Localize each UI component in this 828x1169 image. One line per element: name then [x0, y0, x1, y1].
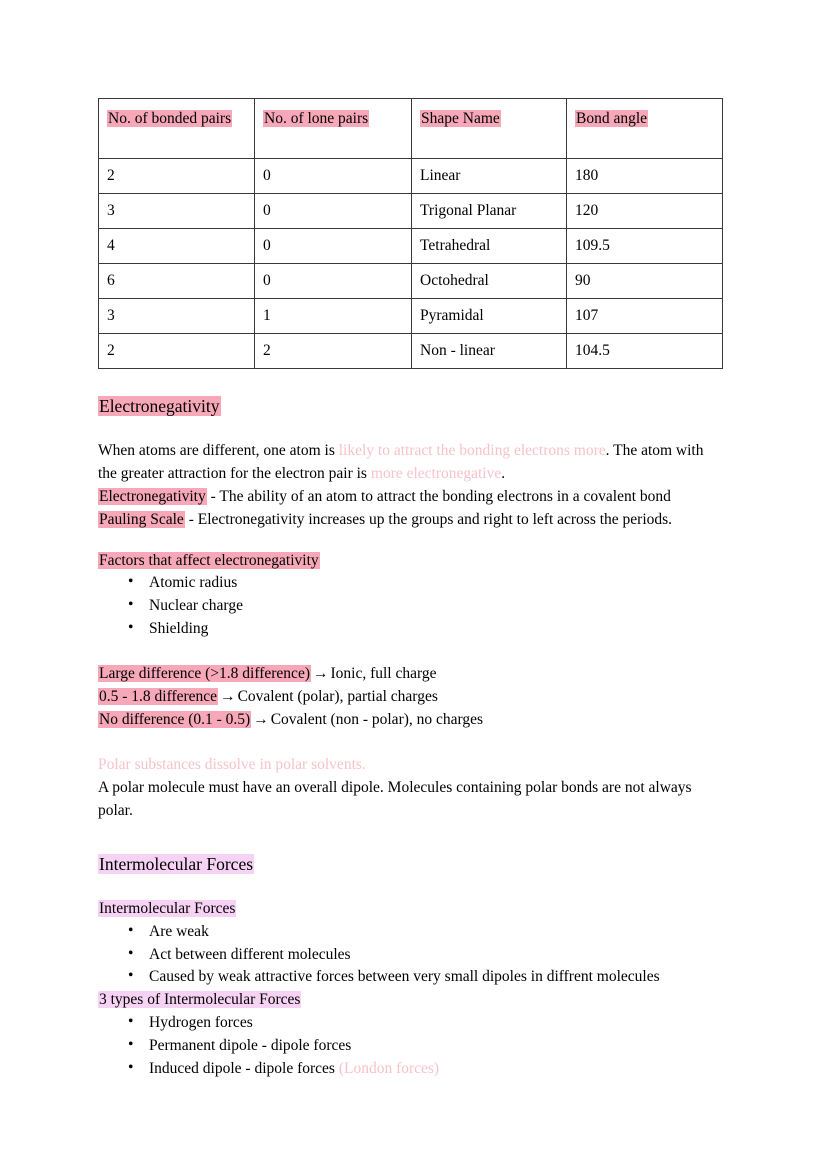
electronegativity-definition-line — [98, 486, 723, 509]
table-header-cell-bonded-pairs — [99, 99, 255, 159]
factors-heading — [98, 550, 723, 573]
cell-bonded-pairs: 3 — [99, 299, 255, 334]
difference-rule-none-result: Covalent (non - polar), no charges — [270, 711, 484, 729]
cell-lone-pairs: 0 — [255, 229, 412, 264]
table-row — [99, 299, 723, 334]
section-heading-intermolecular-forces-label: Intermolecular Forces — [99, 853, 254, 874]
cell-bond-angle: 107 — [567, 299, 723, 334]
definition-body-pauling-scale: - Electronegativity increases up the groups and right to left across the periods. — [184, 510, 673, 528]
cell-bond-angle: 109.5 — [567, 229, 723, 264]
factors-heading-label: Factors that affect electronegativity — [99, 551, 319, 569]
table-header-cell-bond-angle — [567, 99, 723, 159]
intermolecular-subheading-label: Intermolecular Forces — [99, 899, 236, 917]
list-item: • Nuclear charge — [98, 595, 730, 618]
intro-text-part2: . The atom with the greater attraction for the electron pair is — [98, 441, 704, 482]
cell-lone-pairs: 1 — [255, 299, 412, 334]
cell-shape-name: Trigonal Planar — [412, 194, 567, 229]
intro-text-part1: When atoms are different, one atom is — [98, 441, 339, 459]
header-label-bond-angle: Bond angle — [576, 110, 648, 127]
table-header-cell-shape-name — [412, 99, 567, 159]
difference-rule-large — [98, 663, 723, 686]
cell-bond-angle: 104.5 — [567, 334, 723, 369]
cell-shape-name: Pyramidal — [412, 299, 567, 334]
pauling-scale-line — [98, 509, 723, 532]
table-row — [99, 264, 723, 299]
cell-bond-angle: 90 — [567, 264, 723, 299]
arrow-icon: → — [312, 665, 329, 683]
list-item: • Shielding — [98, 618, 730, 641]
section-heading-electronegativity — [98, 395, 730, 418]
electronegativity-intro-paragraph — [98, 440, 723, 486]
intermolecular-subheading — [98, 898, 723, 921]
definition-body-electronegativity: - The ability of an atom to attract the bonding electrons in a covalent bond — [206, 487, 671, 505]
difference-rule-medium-result: Covalent (polar), partial charges — [237, 688, 438, 706]
molecular-shapes-table — [98, 98, 723, 369]
cell-lone-pairs: 0 — [255, 194, 412, 229]
difference-rule-large-term: Large difference (>1.8 difference) — [99, 665, 310, 683]
cell-bonded-pairs: 6 — [99, 264, 255, 299]
table-header-cell-lone-pairs — [255, 99, 412, 159]
cell-bonded-pairs: 2 — [99, 159, 255, 194]
type-label: Hydrogen forces — [149, 1014, 253, 1032]
intermolecular-types-heading-label: 3 types of Intermolecular Forces — [99, 991, 301, 1009]
cell-bond-angle: 180 — [567, 159, 723, 194]
cell-bonded-pairs: 2 — [99, 334, 255, 369]
cell-bond-angle: 120 — [567, 194, 723, 229]
type-note: (London forces) — [334, 1060, 440, 1078]
definition-term-electronegativity: Electronegativity — [99, 487, 206, 505]
definition-term-pauling-scale: Pauling Scale — [99, 510, 184, 528]
cell-shape-name: Octohedral — [412, 264, 567, 299]
section-heading-intermolecular-forces — [98, 853, 730, 876]
table-row — [99, 334, 723, 369]
table-row — [99, 229, 723, 264]
difference-rule-none-term: No difference (0.1 - 0.5) — [99, 711, 251, 729]
list-item: • Caused by weak attractive forces between very small dipoles in diffrent molecules — [98, 966, 730, 989]
table-header-row — [99, 99, 723, 159]
polarity-pink-line: Polar substances dissolve in polar solvents. — [98, 756, 366, 774]
list-item — [98, 1012, 730, 1035]
factors-list — [98, 572, 730, 641]
list-item: • Atomic radius — [98, 572, 730, 595]
intermolecular-properties-list — [98, 921, 730, 990]
difference-rule-none — [98, 709, 723, 732]
list-item — [98, 1035, 730, 1058]
list-item: • Act between different molecules — [98, 944, 730, 967]
cell-lone-pairs: 2 — [255, 334, 412, 369]
intro-pink-phrase-1: likely to attract the bonding electrons more — [338, 441, 606, 459]
arrow-icon: → — [253, 711, 269, 729]
header-label-bonded-pairs: No. of bonded pairs — [108, 110, 232, 127]
cell-lone-pairs: 0 — [255, 159, 412, 194]
type-label: Permanent dipole - dipole forces — [149, 1037, 352, 1055]
difference-rule-medium-term: 0.5 - 1.8 difference — [99, 688, 218, 706]
arrow-icon: → — [220, 688, 236, 706]
cell-lone-pairs: 0 — [255, 264, 412, 299]
header-label-shape-name: Shape Name — [421, 110, 500, 127]
type-label: Induced dipole - dipole forces — [149, 1060, 335, 1078]
table-row — [99, 159, 723, 194]
header-label-lone-pairs: No. of lone pairs — [264, 110, 369, 127]
cell-bonded-pairs: 3 — [99, 194, 255, 229]
cell-shape-name: Non - linear — [412, 334, 567, 369]
intro-text-part3: . — [501, 464, 506, 482]
intermolecular-types-list — [98, 1012, 730, 1081]
intermolecular-types-heading — [98, 989, 723, 1012]
polarity-body-paragraph: A polar molecule must have an overall dipole. Molecules containing polar bonds are not always polar. — [98, 779, 692, 819]
list-item — [98, 1058, 730, 1081]
table-row — [99, 194, 723, 229]
cell-shape-name: Linear — [412, 159, 567, 194]
difference-rule-large-result: Ionic, full charge — [330, 665, 437, 683]
cell-shape-name: Tetrahedral — [412, 229, 567, 264]
section-heading-electronegativity-label: Electronegativity — [99, 396, 220, 416]
cell-bonded-pairs: 4 — [99, 229, 255, 264]
difference-rule-medium — [98, 686, 723, 709]
intro-pink-phrase-2: more electronegative — [370, 464, 502, 482]
list-item: • Are weak — [98, 921, 730, 944]
